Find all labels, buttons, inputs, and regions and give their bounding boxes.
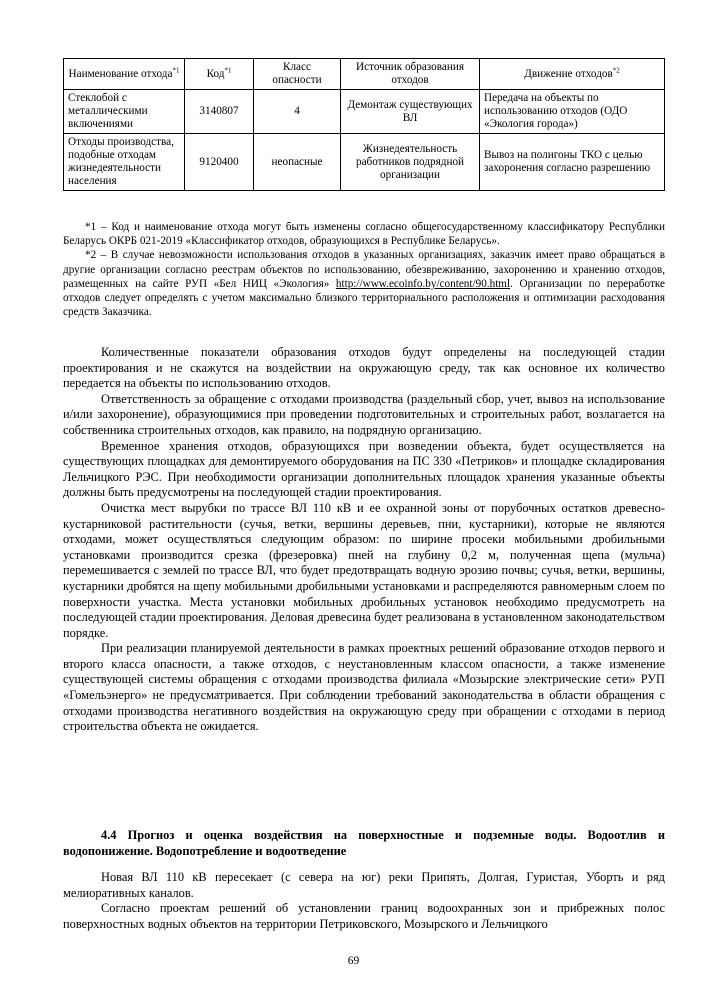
paragraph: Ответственность за обращение с отходами производства (раздельный сбор, учет, вывоз на использование и/или захоронение), образующимися при проведении подготовительных и строительных работ, возлагается на собственника строительных отходов, как правило, на подрядную организацию.: [63, 391, 665, 437]
cell-waste-name: Отходы производства, подобные отходам жизнедеятельности населения: [64, 134, 185, 191]
main-text: [63, 345, 665, 735]
cell-source: Жизнедеятельность работников подрядной организации: [341, 134, 480, 191]
section-heading: 4.4 Прогноз и оценка воздействия на поверхностные и подземные воды. Водоотлив и водопонижение. Водопотребление и водоотведение: [63, 828, 665, 858]
page-number: 69: [347, 955, 360, 967]
waste-table: [63, 58, 665, 191]
paragraph: Очистка мест вырубки по трассе ВЛ 110 кВ и ее охранной зоны от порубочных остатков древесно-кустарниковой растительности (сучья, ветки, вершины деревьев, пни, кустарники), которые не являются отходами, может осуществляться следующим образом: по ширине просеки мобильными дробильными установками производится срезка (фрезеровка) пней на глубину 0,2 м, полученная щепа (мульча) перемешивается с землей по трассе ВЛ, что будет предотвращать водную эрозию почвы; сучья, ветки, вершины, кустарники дробятся на щепу мобильными дробильными установками и распределяются равномерным слоем по поверхности участка. Места установки мобильных дробильных установок необходимо предусмотреть на последующей стадии проектирования. Деловая древесина будет реализована в установленном законодательством порядке.: [63, 500, 665, 640]
paragraph: Временное хранения отходов, образующихся при возведении объекта, будет осуществляется на существующих площадках для демонтируемого оборудования на ПС 330 «Петриков» и площадке складирования Лельчицкого РЭС. При необходимости организации дополнительных площадок хранения указанные объекты должны быть предусмотрены на последующей стадии проектирования.: [63, 438, 665, 500]
header-movement: Движение отходов$^{*2}$: [480, 59, 665, 90]
table-header-row: [64, 59, 665, 90]
cell-movement: Передача на объекты по использованию отходов (ОДО «Экология города»): [480, 90, 665, 134]
footnote-1: *1 – Код и наименование отхода могут быть изменены согласно общегосударственному классификатору Республики Беларусь ОКРБ 021-2019 «Классификатор отходов, образующихся в Республике Беларусь».: [63, 221, 665, 248]
ecoinfo-link[interactable]: http://www.ecoinfo.by/content/90.html: [335, 277, 511, 290]
header-code: Код$^{*1}$: [185, 59, 254, 90]
footnote-2: *2 – В случае невозможности использования отходов в указанных организациях, заказчик имеет право обращаться в другие организации согласно реестрам объектов по использованию, обезвреживанию, захоронению и хранению отходов, размещенных на сайте РУП «Бел НИЦ «Экология» http://www.ecoinfo.by/content/90.html. Организации по переработке отходов следует определять с учетом максимально близкого территориального расположения и оптимизации расходования средств Заказчика.: [63, 249, 665, 319]
cell-movement: Вывоз на полигоны ТКО с целью захоронения согласно разрешению: [480, 134, 665, 191]
table-row: [64, 134, 665, 191]
table-row: [64, 90, 665, 134]
cell-source: Демонтаж существующих ВЛ: [341, 90, 480, 134]
cell-hazard-class: 4: [254, 90, 341, 134]
header-source: Источник образования отходов: [341, 59, 480, 90]
header-hazard-class: Класс опасности: [254, 59, 341, 90]
cell-code: 9120400: [185, 134, 254, 191]
paragraph: При реализации планируемой деятельности в рамках проектных решений образование отходов первого и второго класса опасности, а также отходов, с неустановленным классом опасности, а также изменение существующей системы обращения с отходами производства филиала «Мозырские электрические сети» РУП «Гомельэнерго» не предусматривается. При соблюдении требований законодательства в области обращения с отходами производства негативного воздействия на окружающую среду при обращении с отходами в период строительства объекта не ожидается.: [63, 641, 665, 734]
paragraph: Новая ВЛ 110 кВ пересекает (с севера на юг) реки Припять, Долгая, Гуристая, Уборть и ряд мелиоративных каналов.: [63, 870, 665, 900]
footnotes: [63, 220, 665, 319]
paragraph: Согласно проектам решений об установлении границ водоохранных зон и прибрежных полос поверхностных водных объектов на территории Петриковского, Мозырского и Лельчицкого: [63, 901, 665, 931]
cell-waste-name: Стеклобой с металлическими включениями: [64, 90, 185, 134]
cell-code: 3140807: [185, 90, 254, 134]
cell-hazard-class: неопасные: [254, 134, 341, 191]
header-waste-name: Наименование отхода$^{*1}$: [64, 59, 185, 90]
paragraph: Количественные показатели образования отходов будут определены на последующей стадии проектирования и не скажутся на воздействии на окружающую среду, так как основное их количество передается на объекты по использованию отходов.: [63, 345, 665, 391]
section-text: [63, 870, 665, 932]
